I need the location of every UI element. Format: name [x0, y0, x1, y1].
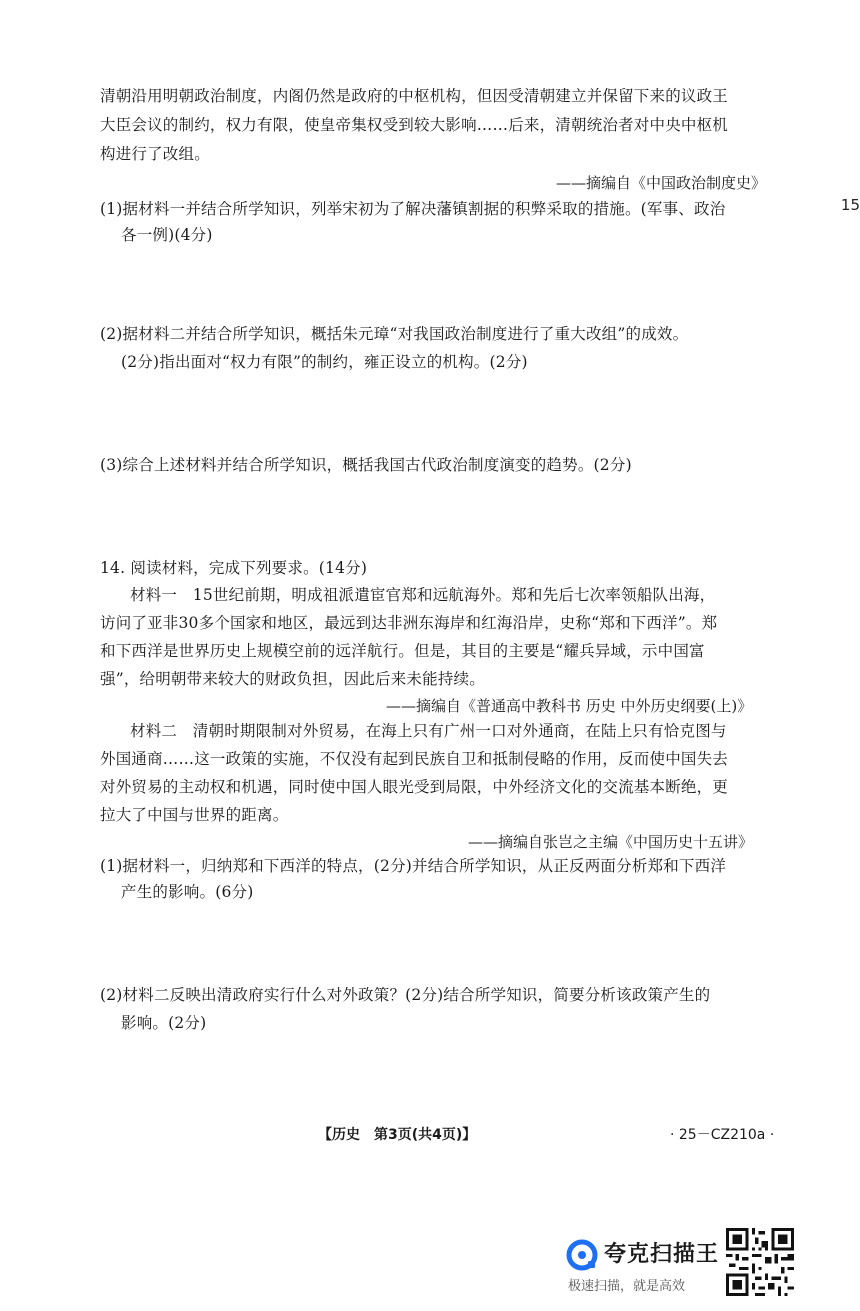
passage-line-2: 大臣会议的制约，权力有限，使皇帝集权受到较大影响……后来，清朝统治者对中央中枢机	[100, 116, 729, 134]
passage-line-1: 清朝沿用明朝政治制度，内阁仍然是政府的中枢机构，但因受清朝建立并保留下来的议政王	[100, 87, 729, 105]
footer-page-info: 【历史 第3页(共4页)】	[318, 1127, 477, 1143]
page-edge-mark: 15	[840, 196, 860, 214]
q13-part2-line-1: (2)据材料二并结合所学知识，概括朱元璋“对我国政治制度进行了重大改组”的成效。	[100, 325, 689, 343]
q14-source1: ——摘编自《普通高中教科书 历史 中外历史纲要(上)》	[386, 697, 753, 715]
q14-material2-line-2: 外国通商……这一政策的实施，不仅没有起到民族自卫和抵制侵略的作用，反而使中国失去	[100, 750, 729, 768]
q14-material1-line-4: 强”，给明朝带来较大的财政负担，因此后来未能持续。	[100, 670, 485, 688]
q14-part1-line-2: 产生的影响。(6分)	[121, 883, 254, 901]
scanner-slogan: 极速扫描，就是高效	[568, 1279, 686, 1294]
q14-material2-line-1: 材料二 清朝时期限制对外贸易，在海上只有广州一口对外通商，在陆上只有恰克图与	[130, 722, 727, 740]
q13-part1-line-1: (1)据材料一并结合所学知识，列举宋初为了解决藩镇割据的积弊采取的措施。(军事、政治	[100, 200, 726, 218]
passage-line-3: 构进行了改组。	[100, 145, 210, 163]
passage-source: ——摘编自《中国政治制度史》	[556, 174, 767, 192]
q13-part2-line-2: (2分)指出面对“权力有限”的制约，雍正设立的机构。(2分)	[121, 353, 528, 371]
q13-part1-line-2: 各一例)(4分)	[121, 226, 213, 244]
footer-code: · 25－CZ210a ·	[670, 1127, 775, 1143]
scanner-watermark	[566, 1233, 746, 1295]
q14-material2-line-3: 对外贸易的主动权和机遇，同时使中国人眼光受到局限，中外经济文化的交流基本断绝，更	[100, 778, 729, 796]
q14-part2-line-1: (2)材料二反映出清政府实行什么对外政策？(2分)结合所学知识，简要分析该政策产生的	[100, 986, 711, 1004]
q14-material1-line-3: 和下西洋是世界历史上规模空前的远洋航行。但是，其目的主要是“耀兵异域，示中国富	[100, 642, 705, 660]
scanner-brand-name: 夸克扫描王	[604, 1242, 720, 1267]
q14-part2-line-2: 影响。(2分)	[121, 1014, 207, 1032]
q14-material2-line-4: 拉大了中国与世界的距离。	[100, 806, 289, 824]
q14-material1-line-1: 材料一 15世纪前期，明成祖派遣宦官郑和远航海外。郑和先后七次率领船队出海，	[130, 586, 716, 604]
q14-source2: ——摘编自张岂之主编《中国历史十五讲》	[468, 833, 754, 851]
q14-stem: 14. 阅读材料，完成下列要求。(14分)	[100, 559, 368, 577]
q13-part3: (3)综合上述材料并结合所学知识，概括我国古代政治制度演变的趋势。(2分)	[100, 456, 632, 474]
q14-material1-line-2: 访问了亚非30多个国家和地区，最远到达非洲东海岸和红海沿岸，史称“郑和下西洋”。郑	[100, 614, 718, 632]
q14-part1-line-1: (1)据材料一，归纳郑和下西洋的特点，(2分)并结合所学知识，从正反两面分析郑和下西洋	[100, 857, 727, 875]
qr-code-icon	[726, 1228, 794, 1296]
quark-logo-icon	[566, 1239, 598, 1271]
